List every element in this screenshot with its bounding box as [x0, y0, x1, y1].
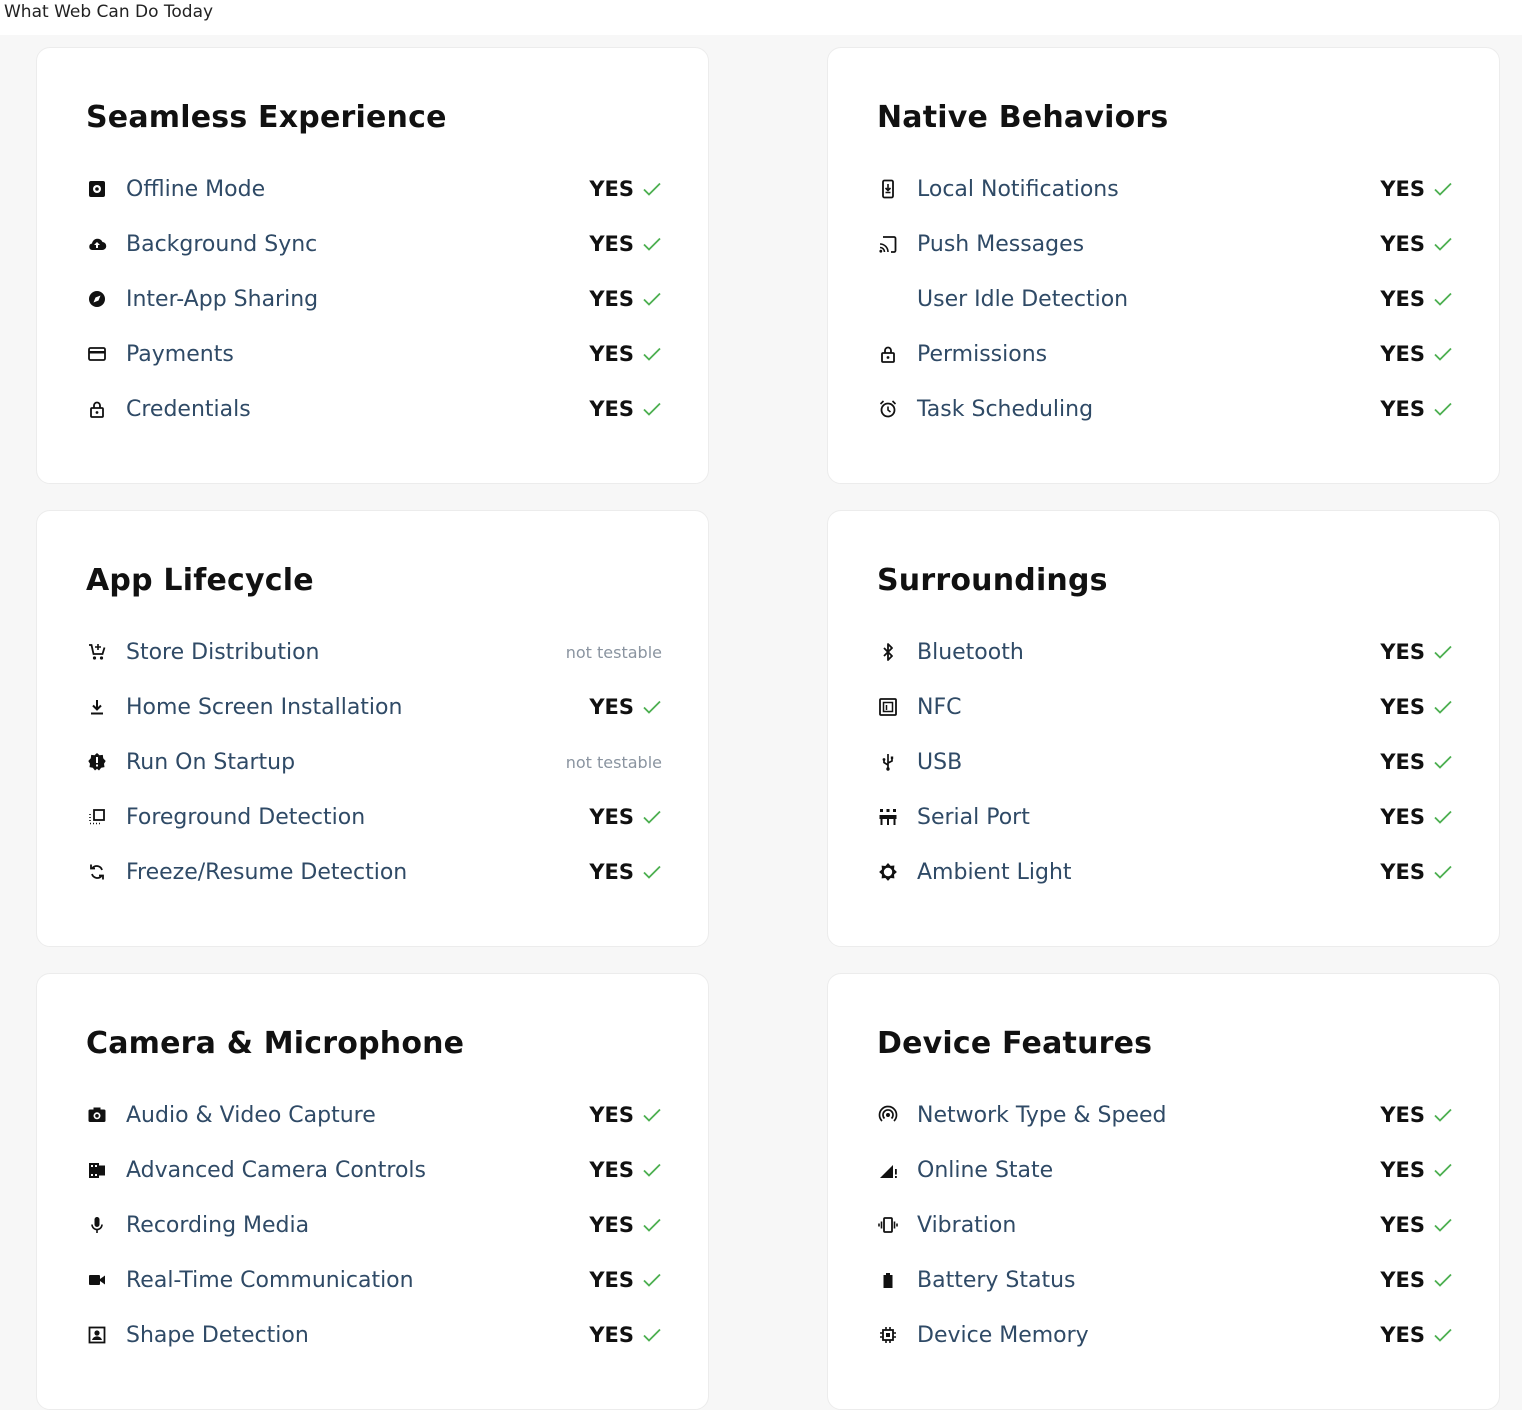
bluetooth-icon [877, 641, 899, 663]
checkmark-icon [642, 1107, 662, 1123]
card-surroundings [827, 510, 1500, 947]
microphone-icon [86, 1214, 108, 1236]
feature-link[interactable]: Run On Startup [126, 749, 296, 775]
support-status [589, 397, 662, 421]
status-yes: YES [1380, 232, 1425, 256]
status-yes: YES [589, 1268, 634, 1292]
status-yes: YES [1380, 805, 1425, 829]
cart-add-icon [86, 641, 108, 663]
feature-row-store-distribution[interactable] [86, 632, 662, 672]
checkmark-icon [1433, 401, 1453, 417]
support-status [589, 342, 662, 366]
support-status [589, 1268, 662, 1292]
feature-link[interactable]: USB [917, 749, 963, 775]
feature-link[interactable]: Vibration [917, 1212, 1017, 1238]
feature-link[interactable]: Online State [917, 1157, 1054, 1183]
status-yes: YES [589, 805, 634, 829]
support-status [589, 860, 662, 884]
alarm-clock-icon [877, 398, 899, 420]
feature-row-push-messages[interactable] [877, 224, 1453, 264]
status-yes: YES [589, 1213, 634, 1237]
feature-link[interactable]: Local Notifications [917, 176, 1119, 202]
feature-link[interactable]: Device Memory [917, 1322, 1089, 1348]
feature-link[interactable]: Inter-App Sharing [126, 286, 319, 312]
videocam-icon [86, 1269, 108, 1291]
card-title: Device Features [877, 1026, 1153, 1061]
card-title: Seamless Experience [86, 100, 447, 135]
vibration-icon [877, 1214, 899, 1236]
feature-row-inter-app-sharing[interactable] [86, 279, 662, 319]
checkmark-icon [1433, 1217, 1453, 1233]
checkmark-icon [642, 809, 662, 825]
status-yes: YES [589, 695, 634, 719]
status-yes: YES [1380, 342, 1425, 366]
status-yes: YES [1380, 640, 1425, 664]
feature-link[interactable]: Store Distribution [126, 639, 320, 665]
feature-link[interactable]: Push Messages [917, 231, 1085, 257]
feature-link[interactable]: Offline Mode [126, 176, 266, 202]
checkmark-icon [1433, 1327, 1453, 1343]
lock-icon [86, 398, 108, 420]
support-status [589, 695, 662, 719]
support-status [589, 177, 662, 201]
feature-link[interactable]: NFC [917, 694, 962, 720]
feature-row-permissions[interactable] [877, 334, 1453, 374]
feature-link[interactable]: Bluetooth [917, 639, 1024, 665]
card-title: Native Behaviors [877, 100, 1169, 135]
feature-link[interactable]: Real-Time Communication [126, 1267, 414, 1293]
card-title: App Lifecycle [86, 563, 314, 598]
feature-link[interactable]: Advanced Camera Controls [126, 1157, 426, 1183]
feature-row-offline-mode[interactable] [86, 169, 662, 209]
feature-link[interactable]: Ambient Light [917, 859, 1072, 885]
status-not-testable: not testable [565, 752, 662, 772]
support-status [1380, 805, 1453, 829]
feature-link[interactable]: User Idle Detection [917, 286, 1129, 312]
lock-icon [877, 343, 899, 365]
support-status [1380, 750, 1453, 774]
feature-link[interactable]: Task Scheduling [917, 396, 1094, 422]
serial-port-icon [877, 806, 899, 828]
feature-row-local-notifications[interactable] [877, 169, 1453, 209]
feature-row-vibration[interactable] [877, 1205, 1453, 1245]
support-status [589, 287, 662, 311]
feature-link[interactable]: Recording Media [126, 1212, 310, 1238]
feature-row-credentials[interactable] [86, 389, 662, 429]
status-yes: YES [589, 177, 634, 201]
checkmark-icon [642, 1272, 662, 1288]
feature-link[interactable]: Shape Detection [126, 1322, 309, 1348]
status-yes: YES [589, 397, 634, 421]
window-title: What Web Can Do Today [4, 2, 214, 22]
card-seamless-experience [36, 47, 709, 484]
status-yes: YES [1380, 1323, 1425, 1347]
feature-row-advanced-camera-controls[interactable] [86, 1150, 662, 1190]
status-yes: YES [589, 1323, 634, 1347]
support-status [589, 805, 662, 829]
cloud-upload-icon [86, 233, 108, 255]
checkmark-icon [642, 1162, 662, 1178]
checkmark-icon [642, 1327, 662, 1343]
feature-row-ambient-light[interactable] [877, 852, 1453, 892]
status-yes: YES [1380, 1103, 1425, 1127]
card-app-lifecycle [36, 510, 709, 947]
card-device-features [827, 973, 1500, 1410]
status-yes: YES [589, 1158, 634, 1182]
support-status [1380, 287, 1453, 311]
signal-alert-icon [877, 1159, 899, 1181]
feature-row-bluetooth[interactable] [877, 632, 1453, 672]
support-status [589, 1103, 662, 1127]
feature-row-user-idle-detection[interactable] [877, 279, 1453, 319]
status-not-testable: not testable [565, 642, 662, 662]
support-status [1380, 397, 1453, 421]
checkmark-icon [1433, 699, 1453, 715]
feature-row-payments[interactable] [86, 334, 662, 374]
portrait-icon [86, 1324, 108, 1346]
card-camera-microphone [36, 973, 709, 1410]
settings-square-icon [86, 178, 108, 200]
nfc-icon [877, 696, 899, 718]
checkmark-icon [1433, 181, 1453, 197]
credit-card-icon [86, 343, 108, 365]
status-yes: YES [1380, 1158, 1425, 1182]
card-native-behaviors [827, 47, 1500, 484]
alert-badge-icon [86, 751, 108, 773]
feature-row-battery-status[interactable] [877, 1260, 1453, 1300]
support-status [1380, 1323, 1453, 1347]
checkmark-icon [1433, 1107, 1453, 1123]
status-yes: YES [589, 1103, 634, 1127]
feature-link[interactable]: Freeze/Resume Detection [126, 859, 408, 885]
moon-icon [877, 288, 899, 310]
support-status [589, 1213, 662, 1237]
support-status [1380, 1158, 1453, 1182]
checkmark-icon [1433, 291, 1453, 307]
feature-row-real-time-communication[interactable] [86, 1260, 662, 1300]
support-status [1380, 695, 1453, 719]
support-status [589, 1158, 662, 1182]
checkmark-icon [642, 346, 662, 362]
checkmark-icon [642, 1217, 662, 1233]
cast-icon [877, 233, 899, 255]
feature-row-audio-video-capture[interactable] [86, 1095, 662, 1135]
camera-roll-icon [86, 1159, 108, 1181]
flip-to-front-icon [86, 806, 108, 828]
checkmark-icon [1433, 1272, 1453, 1288]
support-status [589, 1323, 662, 1347]
support-status [566, 753, 662, 772]
memory-chip-icon [877, 1324, 899, 1346]
feature-row-foreground-detection[interactable] [86, 797, 662, 837]
support-status [1380, 1268, 1453, 1292]
feature-row-home-screen-installation[interactable] [86, 687, 662, 727]
sync-icon [86, 861, 108, 883]
checkmark-icon [1433, 644, 1453, 660]
feature-row-recording-media[interactable] [86, 1205, 662, 1245]
checkmark-icon [1433, 1162, 1453, 1178]
status-yes: YES [589, 287, 634, 311]
card-title: Surroundings [877, 563, 1108, 598]
wifi-tethering-icon [877, 1104, 899, 1126]
status-yes: YES [1380, 177, 1425, 201]
checkmark-icon [1433, 809, 1453, 825]
support-status [1380, 232, 1453, 256]
feature-row-nfc[interactable] [877, 687, 1453, 727]
support-status [1380, 640, 1453, 664]
phone-download-icon [877, 178, 899, 200]
support-status [1380, 860, 1453, 884]
feature-row-online-state[interactable] [877, 1150, 1453, 1190]
feature-row-background-sync[interactable] [86, 224, 662, 264]
checkmark-icon [1433, 864, 1453, 880]
feature-link[interactable]: Foreground Detection [126, 804, 366, 830]
checkmark-icon [642, 181, 662, 197]
feature-row-task-scheduling[interactable] [877, 389, 1453, 429]
compass-icon [86, 288, 108, 310]
feature-link[interactable]: Permissions [917, 341, 1048, 367]
feature-link[interactable]: Home Screen Installation [126, 694, 403, 720]
checkmark-icon [642, 236, 662, 252]
camera-icon [86, 1104, 108, 1126]
status-yes: YES [589, 342, 634, 366]
brightness-icon [877, 861, 899, 883]
checkmark-icon [642, 699, 662, 715]
card-title: Camera & Microphone [86, 1026, 465, 1061]
window-title-bar [0, 0, 1522, 35]
status-yes: YES [589, 860, 634, 884]
checkmark-icon [1433, 346, 1453, 362]
feature-row-freeze-resume-detection[interactable] [86, 852, 662, 892]
battery-icon [877, 1269, 899, 1291]
support-status [566, 643, 662, 662]
status-yes: YES [1380, 1268, 1425, 1292]
feature-row-device-memory[interactable] [877, 1315, 1453, 1355]
status-yes: YES [1380, 287, 1425, 311]
status-yes: YES [1380, 860, 1425, 884]
feature-link[interactable]: Payments [126, 341, 234, 367]
feature-row-serial-port[interactable] [877, 797, 1453, 837]
checkmark-icon [1433, 236, 1453, 252]
status-yes: YES [1380, 397, 1425, 421]
feature-link[interactable]: Serial Port [917, 804, 1030, 830]
feature-row-network-type-speed[interactable] [877, 1095, 1453, 1135]
feature-row-shape-detection[interactable] [86, 1315, 662, 1355]
download-icon [86, 696, 108, 718]
feature-link[interactable]: Background Sync [126, 231, 318, 257]
support-status [1380, 1103, 1453, 1127]
support-status [589, 232, 662, 256]
support-status [1380, 177, 1453, 201]
usb-icon [877, 751, 899, 773]
status-yes: YES [1380, 750, 1425, 774]
checkmark-icon [1433, 754, 1453, 770]
feature-row-usb[interactable] [877, 742, 1453, 782]
feature-row-run-on-startup[interactable] [86, 742, 662, 782]
checkmark-icon [642, 291, 662, 307]
status-yes: YES [589, 232, 634, 256]
support-status [1380, 1213, 1453, 1237]
checkmark-icon [642, 864, 662, 880]
support-status [1380, 342, 1453, 366]
feature-link[interactable]: Audio & Video Capture [126, 1102, 376, 1128]
status-yes: YES [1380, 1213, 1425, 1237]
feature-link[interactable]: Battery Status [917, 1267, 1076, 1293]
status-yes: YES [1380, 695, 1425, 719]
feature-link[interactable]: Network Type & Speed [917, 1102, 1167, 1128]
feature-link[interactable]: Credentials [126, 396, 251, 422]
checkmark-icon [642, 401, 662, 417]
